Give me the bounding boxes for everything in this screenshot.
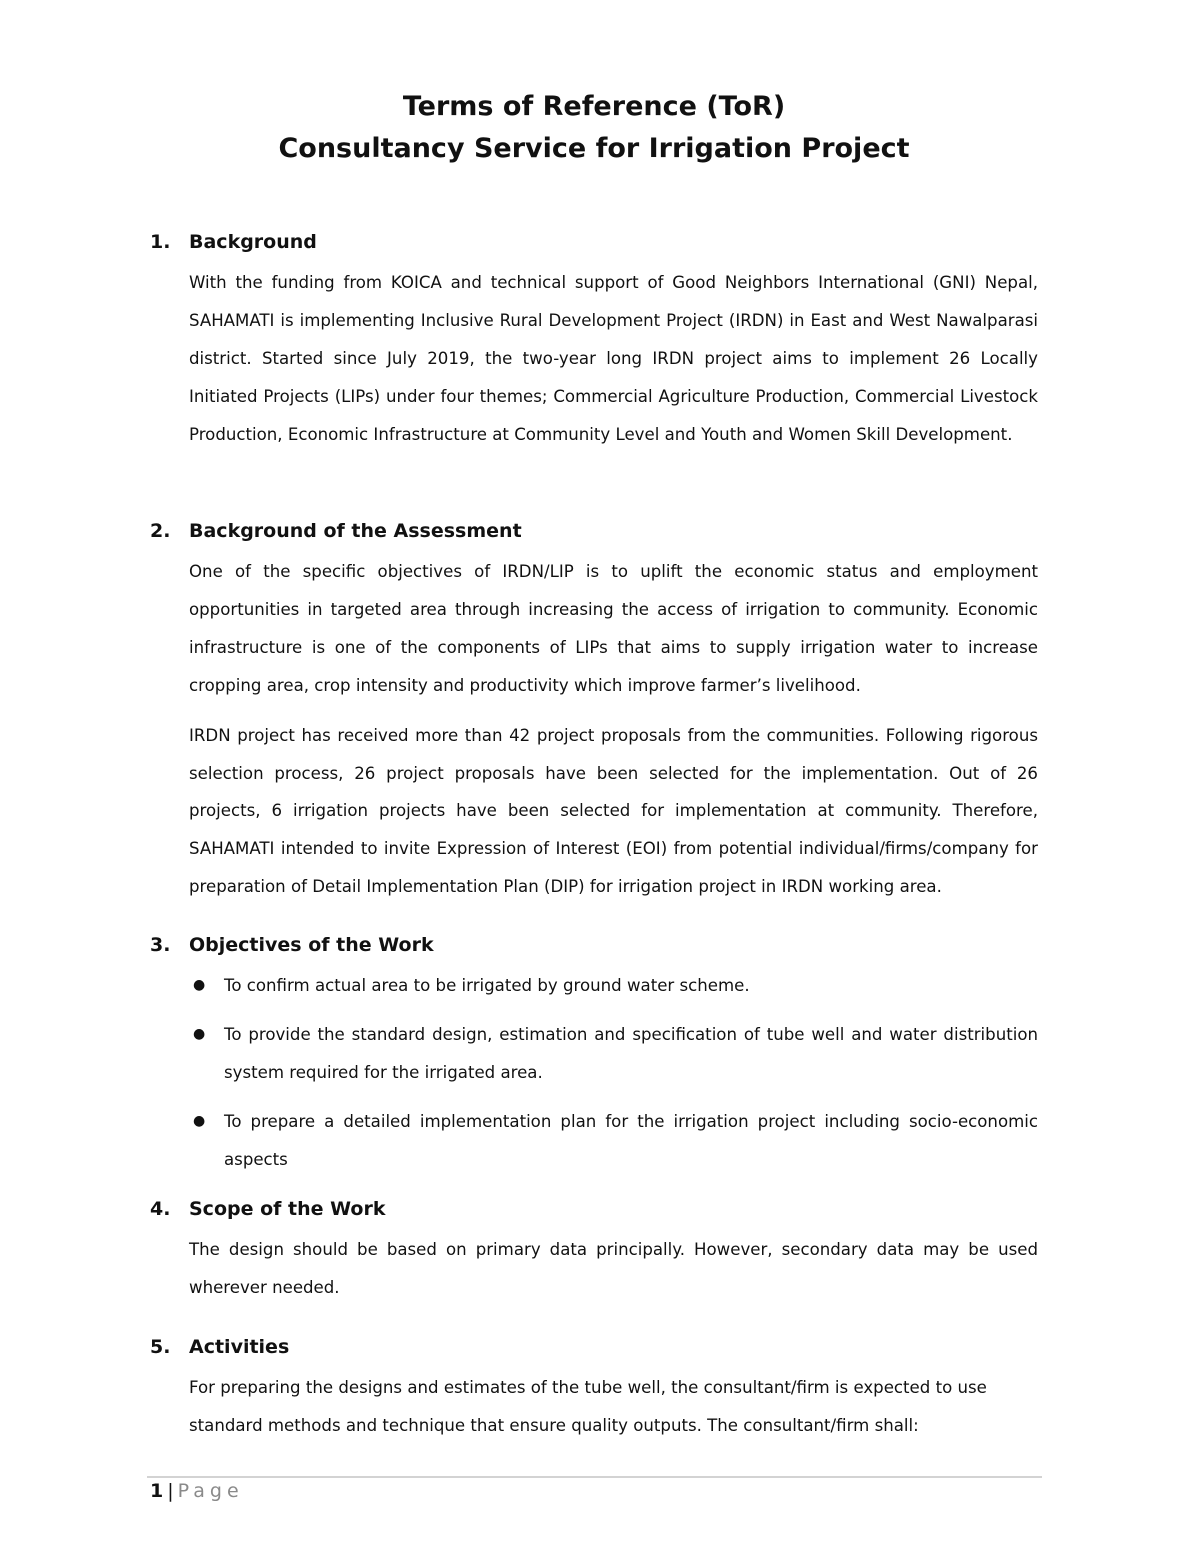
section-number: 3. [150, 934, 171, 956]
paragraph: One of the specific objectives of IRDN/LIP is to uplift the economic status and employment opportunities in targeted area through increasing the access of irrigation to community. Economic infrastructure is one of the components of LIPs that aims to supply irrigation water to increase cropping area, crop intensity and productivity which improve farmer’s livelihood. [189, 562, 1038, 695]
page-label: Page [177, 1480, 244, 1502]
section-heading [150, 231, 1038, 257]
section-title: Scope of the Work [189, 1198, 386, 1220]
section-title: Objectives of the Work [189, 934, 434, 956]
section-background [150, 231, 1038, 454]
section-number: 4. [150, 1198, 171, 1220]
list-item [189, 967, 1038, 1005]
title-line-2: Consultancy Service for Irrigation Project [278, 133, 910, 164]
paragraph: With the funding from KOICA and technical support of Good Neighbors International (GNI) Nepal, SAHAMATI is implementing Inclusive Rural Development Project (IRDN) in East and West Nawalparasi district. Started since July 2019, the two-year long IRDN project aims to implement 26 Locally Initiated Projects (LIPs) under four themes; Commercial Agriculture Production, Commercial Livestock Production, Economic Infrastructure at Community Level and Youth and Women Skill Development. [189, 273, 1038, 444]
paragraph: For preparing the designs and estimates of the tube well, the consultant/firm is expected to use standard methods and technique that ensure quality outputs. The consultant/firm shall: [189, 1378, 987, 1435]
bullet-icon: ● [193, 977, 206, 993]
section-title: Background [189, 231, 317, 253]
list-item [189, 1103, 1038, 1179]
section-number: 5. [150, 1336, 171, 1358]
section-background-of-assessment [150, 520, 1038, 906]
list-item-text: To provide the standard design, estimation and specification of tube well and water distribution system required for the irrigated area. [224, 1024, 1038, 1082]
paragraph: The design should be based on primary data principally. However, secondary data may be used wherever needed. [189, 1240, 1038, 1297]
section-activities [150, 1336, 1038, 1445]
section-heading [150, 520, 1038, 546]
section-objectives [150, 934, 1038, 1190]
list-item [189, 1016, 1038, 1092]
footer-separator: | [167, 1480, 174, 1502]
title-line-1: Terms of Reference (ToR) [402, 91, 786, 122]
bullet-icon: ● [193, 1112, 206, 1129]
section-heading [150, 1336, 1038, 1362]
list-item-text: To prepare a detailed implementation plan for the irrigation project including socio-economic aspects [224, 1111, 1038, 1169]
page-footer [150, 1480, 244, 1502]
objectives-list [150, 967, 1038, 1179]
bullet-icon: ● [193, 1025, 206, 1042]
paragraph: IRDN project has received more than 42 project proposals from the communities. Following rigorous selection process, 26 project proposals have been selected for the implementation. Out of 26 projects, 6 irrigation projects have been selected for implementation at community. Therefore, SAHAMATI intended to invite Expression of Interest (EOI) from potential individual/firms/company for preparation of Detail Implementation Plan (DIP) for irrigation project in IRDN working area. [189, 725, 1038, 897]
section-title: Background of the Assessment [189, 520, 522, 542]
document-title [0, 86, 1188, 170]
section-scope [150, 1198, 1038, 1307]
page-number: 1 [150, 1480, 164, 1502]
section-title: Activities [189, 1336, 290, 1358]
section-heading [150, 1198, 1038, 1224]
section-number: 1. [150, 231, 171, 253]
footer-divider [147, 1476, 1042, 1478]
section-heading [150, 934, 1038, 960]
list-item-text: To confirm actual area to be irrigated by ground water scheme. [224, 976, 750, 995]
section-number: 2. [150, 520, 171, 542]
